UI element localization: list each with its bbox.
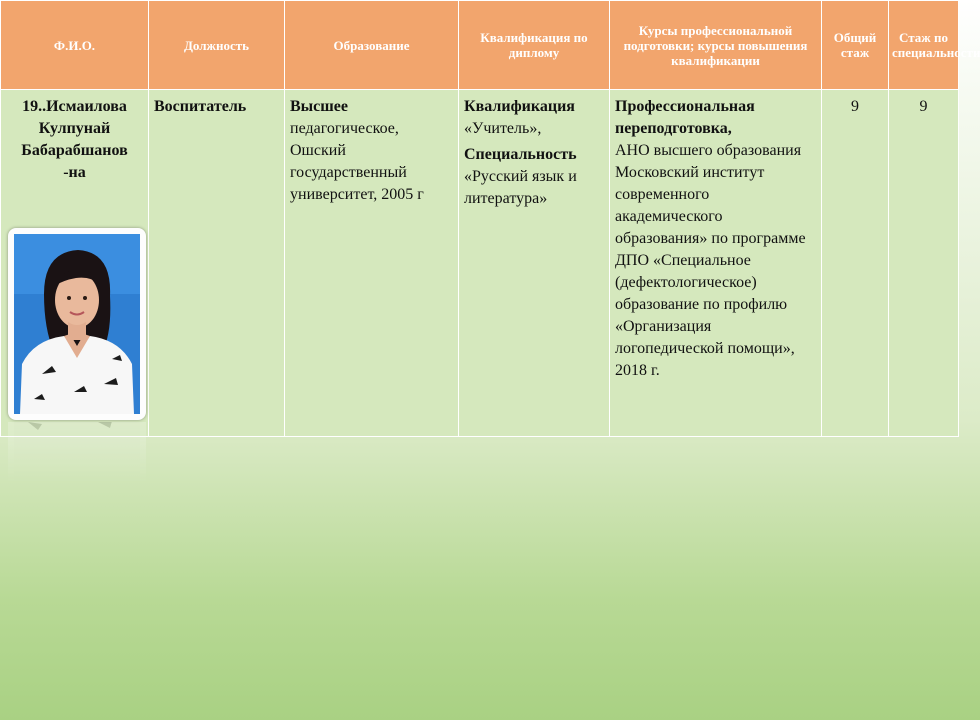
- header-courses: Курсы профессиональной подготовки; курсы повышения квалификации: [610, 1, 822, 90]
- name-line-3: Бабарабшанов: [21, 142, 128, 159]
- qualification-value: «Учитель»,: [464, 120, 542, 137]
- courses-details: АНО высшего образования Московский институт современного академического образования» по программе ДПО «Специальное (дефектологическое) образование по профилю «Организация логопедической помощи», 2018 г.: [615, 142, 806, 379]
- cell-total-experience: 9: [822, 90, 889, 437]
- header-fio: Ф.И.О.: [1, 1, 149, 90]
- photo-reflection: [8, 422, 146, 482]
- cell-specialty-experience: 9: [889, 90, 959, 437]
- name-line-4: -на: [63, 164, 86, 181]
- teacher-photo-icon: [8, 228, 146, 420]
- photo-image: [14, 234, 140, 414]
- cell-education: [285, 90, 459, 437]
- cell-position: Воспитатель: [149, 90, 285, 437]
- specialty-label: Специальность: [464, 146, 577, 163]
- courses-title: Профессиональная переподготовка,: [615, 98, 755, 137]
- name-line-1: 19..Исмаилова: [22, 98, 127, 115]
- education-level: Высшее: [290, 98, 348, 115]
- header-specialty-experience: Стаж по специальности: [889, 1, 959, 90]
- specialty-value: «Русский язык и литература»: [464, 168, 577, 207]
- header-position: Должность: [149, 1, 285, 90]
- name-line-2: Кулпунай: [38, 120, 111, 137]
- cell-courses: [610, 90, 822, 437]
- header-education: Образование: [285, 1, 459, 90]
- header-total-experience: Общий стаж: [822, 1, 889, 90]
- cell-qualification: [459, 90, 610, 437]
- education-details: педагогическое, Ошский государственный университет, 2005 г: [290, 120, 424, 203]
- header-qualification: Квалификация по диплому: [459, 1, 610, 90]
- qualification-label: Квалификация: [464, 98, 575, 115]
- header-row: [1, 1, 959, 90]
